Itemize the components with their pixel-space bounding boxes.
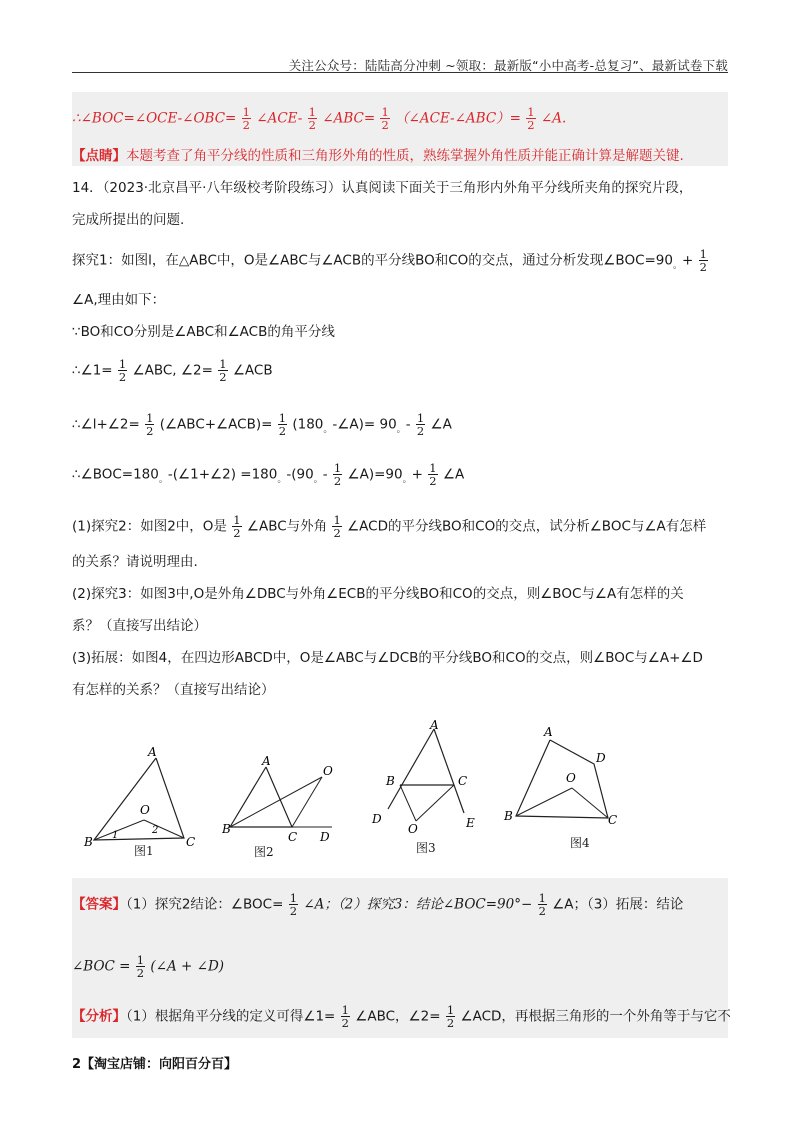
fig1-angle-2: 2 <box>152 825 159 836</box>
question1-line2: 的关系？请说明理由. <box>72 554 198 570</box>
figure-3-caption: 图3 <box>416 841 436 855</box>
answer-line1: 【答案】（1）探究2结论：∠BOC= $\frac{1}{2}$ ∠A；（2）探究3：结论∠BOC=90°− $\frac{1}{2}$ ∠A；（3）拓展：结论 <box>72 891 684 918</box>
remark-line: 【点睛】本题考查了角平分线的性质和三角形外角的性质，熟练掌握外角性质并能正确计算是解题关键. <box>72 148 684 164</box>
problem-intro-line2: 完成所提出的问题. <box>72 212 185 228</box>
fig3-label-e: E <box>466 816 475 830</box>
question2-line: (2)探究3：如图3中,O是外角∠DBC与外角∠ECB的平分线BO和CO的交点，则∠BOC与∠A有怎样的关 <box>72 586 684 602</box>
fig2-label-o: O <box>323 764 333 778</box>
fig2-label-a: A <box>262 755 271 768</box>
answer-formula-line: ∠BOC = $\frac{1}{2}$ (∠A + ∠D) <box>72 953 225 980</box>
fig4-label-d: D <box>596 751 606 765</box>
explore1-reason-line: ∠A,理由如下： <box>72 292 166 308</box>
page-header: 关注公众号：陆陆高分冲刺 ~领取：最新版“小中高考-总复习”、最新试卷下载 <box>288 58 728 73</box>
figure-1 <box>82 740 212 858</box>
fig3-label-c: C <box>458 774 468 788</box>
step2-line: ∴∠l+∠2= $\frac{1}{2}$ (∠ABC+∠ACB)= $\frac{1}{2}$ $(180_。-\angle A)= 90_。-$ $\frac{1}{2}$ ∠A <box>72 411 452 438</box>
fig2-label-c: C <box>288 830 298 844</box>
question3-line: (3)拓展：如图4，在四边形ABCD中，O是∠ABC与∠DCB的平分线BO和CO的交点，则∠BOC与∠A+∠D <box>72 650 703 666</box>
figure-1-caption: 图1 <box>134 844 154 858</box>
fig1-label-o: O <box>140 803 150 817</box>
fig3-label-b: B <box>386 774 395 788</box>
figure-4-caption: 图4 <box>570 836 590 850</box>
fig4-label-o: O <box>566 771 576 785</box>
fig1-label-c: C <box>186 835 196 849</box>
figure-2 <box>222 755 342 859</box>
question3-line2: 有怎样的关系？（直接写出结论） <box>72 682 275 698</box>
header-divider <box>72 72 728 73</box>
fig2-label-d: D <box>320 830 330 844</box>
question1-line: (1)探究2：如图2中，O是 $\frac{1}{2}$ ∠ABC与外角 $\frac{1}{2}$ ∠ACD的平分线BO和CO的交点，试分析∠BOC与∠A有怎样 <box>72 513 707 540</box>
because-line: ∵BO和CO分别是∠ABC和∠ACB的角平分线 <box>72 324 335 340</box>
step3-line: $\therefore\angle BOC=180_。-(\angle 1+\angle 2) =180_。-(90_。-$ $\frac{1}{2}$ $\angle A)=90_。+$ $\frac{1}{2}$ ∠A <box>72 461 465 488</box>
fig4-label-b: B <box>504 809 513 823</box>
problem-intro-line1: 14．（2023·北京昌平·八年级校考阶段练习）认真阅读下面关于三角形内外角平分线所夹角的探究片段， <box>72 180 693 196</box>
fig4-label-a: A <box>544 725 553 739</box>
fig1-label-b: B <box>84 835 93 849</box>
fig4-label-c: C <box>608 813 618 827</box>
fig1-label-a: A <box>148 745 157 759</box>
step1-line: ∴∠1= $\frac{1}{2}$ ∠ABC, ∠2= $\frac{1}{2}$ ∠ACB <box>72 357 273 384</box>
figure-2-caption: 图2 <box>254 845 274 859</box>
figure-4 <box>502 720 632 850</box>
explore1-line: 探究1：如图l，在△ABC中，O是∠ABC与∠ACB的平分线BO和CO的交点，通过分析发现$\angle BOC=90_。+$ $\frac{1}{2}$ <box>72 247 707 274</box>
fig3-label-a: A <box>430 718 439 732</box>
fig2-label-b: B <box>222 822 231 836</box>
solution-tail-line: ∴∠BOC=∠OCE-∠OBC= $\frac{1}{2}$ ∠ACE- $\frac{1}{2}$ ∠ABC= $\frac{1}{2}$ （∠ACE-∠ABC）= $\frac{1}{2}$ ∠A. <box>72 105 567 132</box>
figure-3 <box>368 715 488 855</box>
fig3-label-d: D <box>372 812 382 826</box>
page-footer: 2【淘宝店铺：向阳百分百】 <box>72 1057 238 1072</box>
fig1-angle-1: 1 <box>112 830 119 841</box>
question2-line2: 系？（直接写出结论） <box>72 618 207 634</box>
analysis-line: 【分析】（1）根据角平分线的定义可得∠1= $\frac{1}{2}$ ∠ABC，∠2= $\frac{1}{2}$ ∠ACD，再根据三角形的一个外角等于与它不 <box>72 1003 731 1030</box>
fig3-label-o: O <box>408 822 418 836</box>
